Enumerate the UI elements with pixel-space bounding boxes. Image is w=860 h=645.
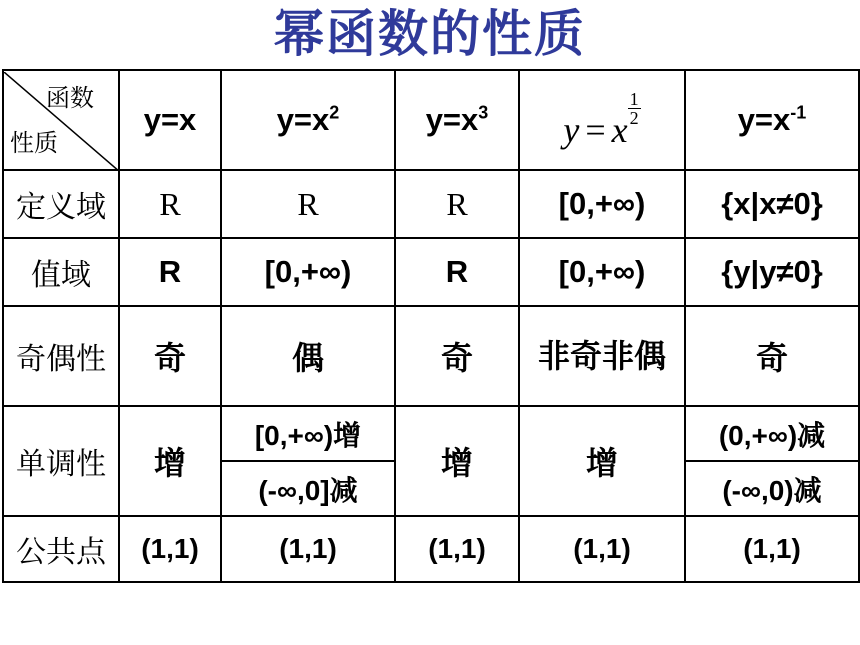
cell-common-point-1: (1,1) — [119, 516, 221, 582]
row-parity — [3, 306, 859, 406]
cell-parity-4: 非奇非偶 — [519, 306, 685, 406]
row-range — [3, 238, 859, 306]
row-label-parity: 奇偶性 — [3, 306, 119, 406]
cell-common-point-3: (1,1) — [395, 516, 519, 582]
page-title: 幂函数的性质 — [274, 4, 586, 63]
cell-range-2: [0,+∞) — [221, 238, 395, 306]
row-domain — [3, 170, 859, 238]
header-y-x3: $y=x^3$ — [395, 70, 519, 170]
exponent-fraction: $\frac{1}{2}$ — [629, 88, 639, 128]
cell-range-1: R — [119, 238, 221, 306]
row-label-domain: 定义域 — [3, 170, 119, 238]
power-function-properties-table — [2, 69, 860, 583]
header-y-x2: $y=x^2$ — [221, 70, 395, 170]
monotonicity-5-top: (0,+∞)减 — [718, 419, 826, 451]
cell-parity-3: 奇 — [395, 306, 519, 406]
header-y-x-inverse: $y=x^{-1}$ — [685, 70, 859, 170]
cell-domain-5: {x|x≠0} — [685, 170, 859, 238]
cell-range-3: R — [395, 238, 519, 306]
row-label-common-point: 公共点 — [3, 516, 119, 582]
cell-range-4: [0,+∞) — [519, 238, 685, 306]
cell-domain-3: R — [395, 170, 519, 238]
cell-parity-5: 奇 — [685, 306, 859, 406]
row-label-range: 值域 — [3, 238, 119, 306]
cell-common-point-5: (1,1) — [685, 516, 859, 582]
corner-label-function: 函数 — [46, 84, 94, 112]
monotonicity-2-bottom: (-∞,0]减 — [222, 460, 394, 515]
row-common-point — [3, 516, 859, 582]
corner-label-property: 性质 — [10, 129, 58, 157]
cell-domain-4: [0,+∞) — [519, 170, 685, 238]
cell-domain-2: R — [221, 170, 395, 238]
cell-common-point-4: (1,1) — [519, 516, 685, 582]
cell-monotonicity-3: 增 — [395, 406, 519, 516]
cell-monotonicity-5 — [685, 406, 859, 516]
cell-common-point-2: (1,1) — [221, 516, 395, 582]
monotonicity-2-top: [0,+∞)增 — [254, 419, 362, 451]
corner-cell — [3, 70, 119, 170]
row-label-monotonicity: 单调性 — [3, 406, 119, 516]
cell-parity-1: 奇 — [119, 306, 221, 406]
cell-parity-2: 偶 — [221, 306, 395, 406]
cell-monotonicity-1: 增 — [119, 406, 221, 516]
row-monotonicity — [3, 406, 859, 516]
cell-monotonicity-4: 增 — [519, 406, 685, 516]
header-y-x-half: y = x $\frac{1}{2}$ — [519, 70, 685, 170]
cell-monotonicity-2 — [221, 406, 395, 516]
header-row — [3, 70, 859, 170]
cell-range-5: {y|y≠0} — [685, 238, 859, 306]
header-y-x: y=x — [119, 70, 221, 170]
monotonicity-5-bottom: (-∞,0)减 — [686, 460, 858, 515]
cell-domain-1: R — [119, 170, 221, 238]
